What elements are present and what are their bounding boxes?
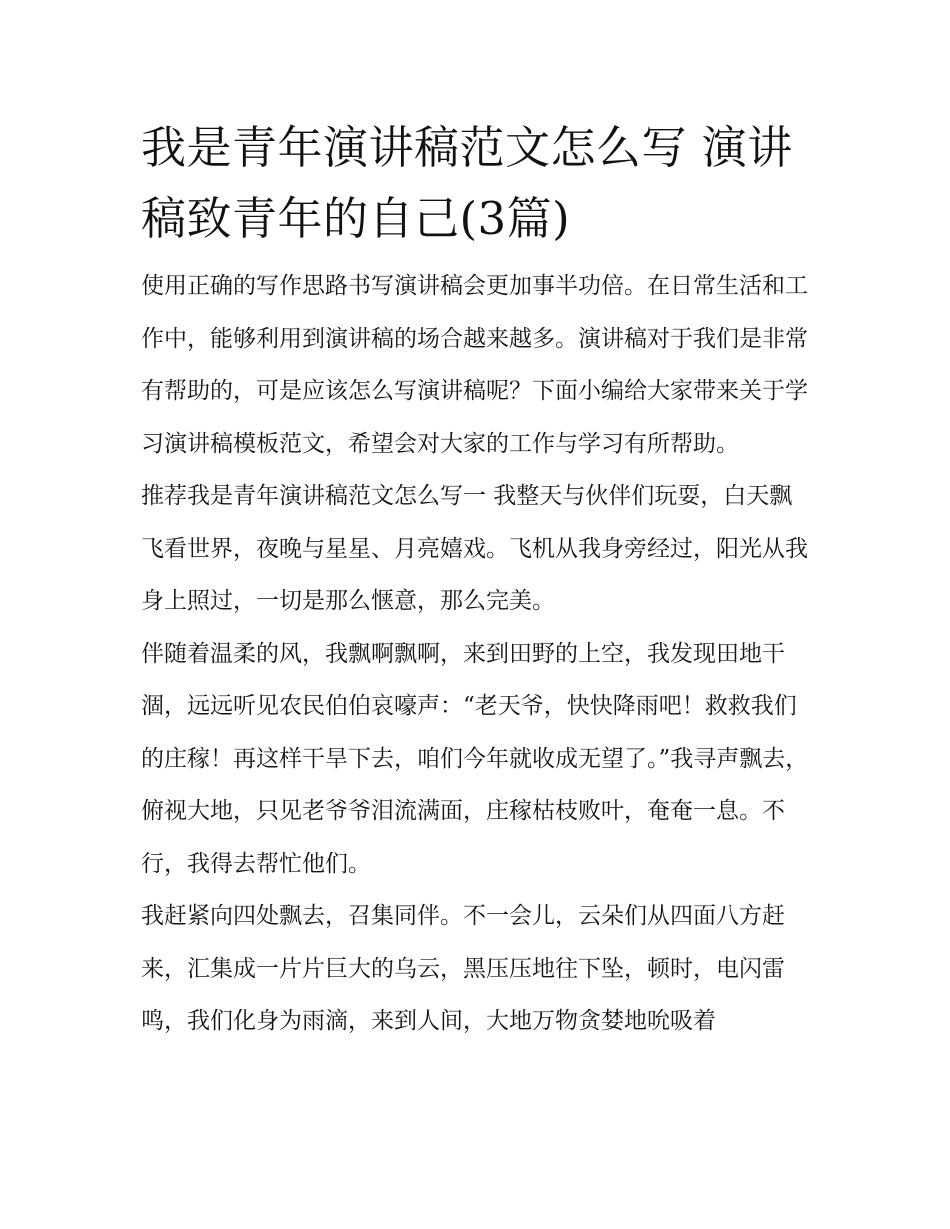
intro-paragraph: 使用正确的写作思路书写演讲稿会更加事半功倍。在日常生活和工作中，能够利用到演讲稿的场合越来越多。演讲稿对于我们是非常有帮助的，可是应该怎么写演讲稿呢？下面小编给大家带来关于学习演讲稿模板范文，希望会对大家的工作与学习有所帮助。 (141, 273, 808, 457)
body-paragraph: 伴随着温柔的风，我飘啊飘啊，来到田野的上空，我发现田地干涸，远远听见农民伯伯哀嚎声：“老天爷，快快降雨吧！救救我们的庄稼！再这样干旱下去，咱们今年就收成无望了。”我寻声飘去，俯视大地，只见老爷爷泪流满面，庄稼枯枝败叶，奄奄一息。不行，我得去帮忙他们。 (141, 640, 809, 877)
document-page (141, 112, 813, 1048)
document-title: 我是青年演讲稿范文怎么写 演讲稿致青年的自己(3篇) (141, 121, 793, 245)
body-paragraph: 我赶紧向四处飘去，召集同伴。不一会儿，云朵们从四面八方赶来，汇集成一片片巨大的乌云，黑压压地往下坠，顿时，电闪雷鸣，我们化身为雨滴，来到人间，大地万物贪婪地吮吸着 (141, 903, 785, 1034)
body-paragraph: 推荐我是青年演讲稿范文怎么写一 我整天与伙伴们玩耍，白天飘飞看世界，夜晚与星星、月亮嬉戏。飞机从我身旁经过，阳光从我身上照过，一切是那么惬意，那么完美。 (141, 483, 808, 614)
